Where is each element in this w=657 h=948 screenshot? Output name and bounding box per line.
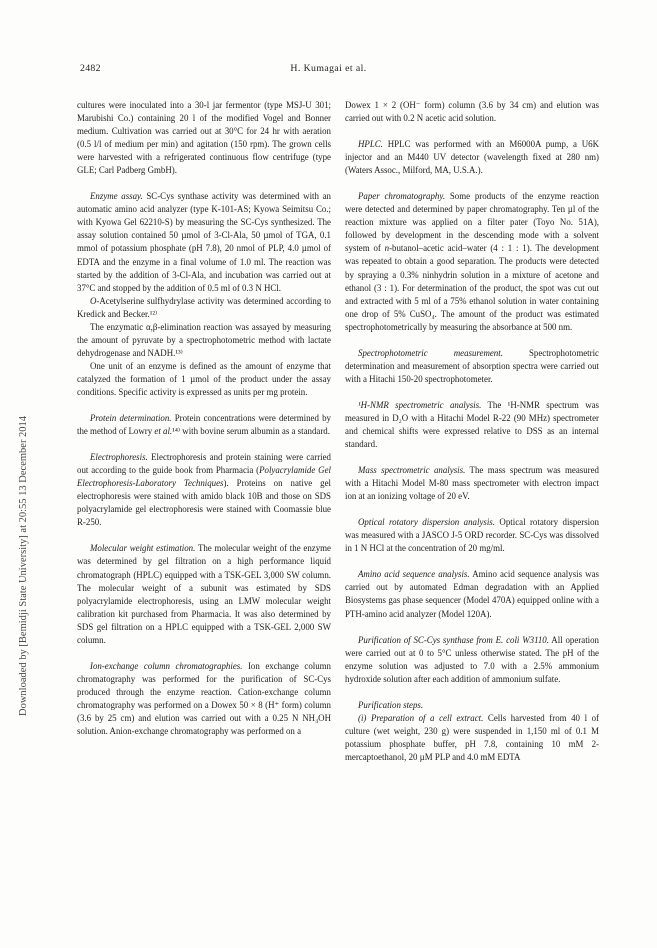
ion-exchange-paragraph: [77, 660, 331, 738]
nmr-paragraph: [345, 399, 599, 451]
right-column: [345, 99, 599, 764]
molecular-weight-paragraph: [77, 542, 331, 646]
paper-chromatography-heading: Paper chromatography.: [358, 191, 446, 202]
ion-exchange-text: Ion exchange column chromatography was performed for the purification of SC-Cys produced through the enzyme reaction. Cation-exchange column chromatography was performed on a Dowex 50 × 8 (H⁺ form) column (3.6 by 25 cm) and elution was carried out with a 0.25 N NH₄OH solution. Anion-exchange chromatography was performed on a: [77, 660, 331, 737]
optical-rotatory-text: Optical rotatory dispersion was measured with a JASCO J-5 ORD recorder. SC-Cys was dissolved in 1 N HCl at the concentration of 20 mg/ml.: [345, 517, 599, 554]
purification-steps-label: Purification steps.: [358, 699, 424, 710]
protein-determination-paragraph: [77, 412, 331, 438]
enzyme-assay-heading: Enzyme assay.: [90, 191, 143, 202]
protein-determination-heading: Protein determination.: [90, 413, 172, 424]
cell-extract-paragraph: [345, 712, 599, 764]
enzyme-assay-text: SC-Cys synthase activity was determined with an automatic amino acid analyzer (type K-101-AS; Kyowa Seimitsu Co.; with Kyowa Gel 62210-S) by measuring the SC-Cys synthesized. The assay solution contained 50 µmol of 3-Cl-Ala, 50 µmol of TGA, 0.1 mmol of potassium phosphate (pH 7.8), 20 nmol of PLP, 4.0 µmol of EDTA and the enzyme in a final volume of 1.0 ml. The reaction was started by the addition of 3-Cl-Ala, and incubation was carried out at 37°C and stopped by the addition of 0.5 ml of 0.3 N HCl.: [77, 191, 331, 293]
molecular-weight-text: The molecular weight of the enzyme was determined by gel filtration on a high performance liquid chromatograph (HPLC) equipped with a TSK-GEL 3,000 SW column. The molecular weight of a subunit was estimated by SDS polyacrylamide electrophoresis, using an LMW molecular weight calibration kit purchased from Pharmacia. It was also determined by SDS gel filtration on a HPLC equipped with a TSK-GEL 2,000 SW column.: [77, 543, 331, 645]
molecular-weight-heading: Molecular weight estimation.: [90, 543, 196, 554]
elimination-paragraph: The enzymatic α,β-elimination reaction was assayed by measuring the amount of pyruvate by a spectrophotometric method with lactate dehydrogenase and NADH.¹³⁾: [77, 321, 331, 358]
n-butanol-prefix: n: [384, 243, 390, 254]
dowex-continuation-paragraph: Dowex 1 × 2 (OH⁻ form) column (3.6 by 34 cm) and elution was carried out with 0.2 N acetic acid solution.: [345, 100, 599, 124]
protein-text-b: ¹⁴⁾ with bovine serum albumin as a standard.: [172, 426, 330, 437]
paper-chromatography-paragraph: [345, 190, 599, 334]
electrophoresis-text-a: Electrophoresis and protein staining were carried out according to the guide book from Pharmacia (: [77, 452, 331, 476]
spectrophotometric-heading: Spectrophotometric measurement.: [358, 347, 503, 358]
mass-spectrometric-text: The mass spectrum was measured with a Hitachi Model M-80 mass spectrometer with electron impact ion at an ionizing voltage of 20 eV.: [345, 465, 599, 502]
paper-chromatography-text-a: Some products of the enzyme reaction were detected and determined by paper chromatography. Ten µl of the reaction mixture was applied on a filter pater (Toyo No. 51A), followed by development in the descending mode with a solvent system of: [345, 191, 599, 254]
left-column: [77, 99, 331, 738]
acetylserine-paragraph: [77, 295, 331, 321]
ion-exchange-heading: Ion-exchange column chromatographies.: [90, 660, 243, 671]
running-head: H. Kumagai et al.: [290, 63, 367, 74]
hplc-text: HPLC was performed with an M6000A pump, a U6K injector and an M440 UV detector (wavelength fixed at 280 nm) (Waters Assoc., Milford, MA, U.S.A.).: [345, 139, 599, 176]
cell-extract-text: Cells harvested from 40 l of culture (wet weight, 230 g) were suspended in 1,150 ml of 0.1 M potassium phosphate buffer, pH 7.8, containing 10 mM 2-mercaptoethanol, 20 µM PLP and 4.0 mM EDTA: [345, 712, 600, 762]
nmr-heading: ¹H-NMR spectrometric analysis.: [358, 399, 482, 410]
mass-spectrometric-heading: Mass spectrometric analysis.: [358, 465, 466, 476]
purification-heading: Purification of SC-Cys synthase from E. coli W3110.: [358, 634, 549, 645]
electrophoresis-heading: Electrophoresis.: [90, 452, 148, 463]
acetylserine-text: -Acetylserine sulfhydrylase activity was determined according to Kredick and Becker.¹²⁾: [77, 295, 331, 319]
page-number: 2482: [80, 63, 101, 74]
nmr-text: The ¹H-NMR spectrum was measured in D₂O with a Hitachi Model R-22 (90 MHz) spectrometer and chemical shifts were expressed relative to DSS as an internal standard.: [345, 399, 600, 450]
et-al: et al.: [154, 426, 173, 437]
purification-text: All operation were carried out at 0 to 5°C unless otherwise stated. The pH of the enzyme solution was adjusted to 7.0 with a 2.5% ammonium hydroxide solution after each addition of ammonium sulfate.: [345, 634, 599, 684]
amino-acid-sequence-paragraph: [345, 568, 599, 620]
spectrophotometric-text: Spectrophotometric determination and measurement of absorption spectra were carried out with a Hitachi 150-20 spectrophotometer.: [345, 347, 599, 384]
electrophoresis-text-b: ). Proteins on native gel electrophoresis were stained with amido black 10B and those on SDS polyacrylamide gel electrophoresis were stained with Coomassie blue R-250.: [77, 478, 331, 528]
mass-spectrometric-paragraph: [345, 464, 599, 503]
guide-book-title: Polyacrylamide Gel Electrophoresis-Laboratory Techniques: [77, 465, 331, 489]
optical-rotatory-paragraph: [345, 516, 599, 555]
download-watermark: Downloaded by [Bemidji State University] at 20:55 13 December 2014: [18, 415, 29, 716]
spectrophotometric-paragraph: [345, 347, 599, 386]
amino-acid-sequence-text: Amino acid sequence analysis was carried out by automated Edman degradation with an Applied Biosystems gas phase sequencer (Model 470A) equipped online with a PTH-amino acid analyzer (Model 120A).: [345, 569, 599, 619]
electrophoresis-paragraph: [77, 451, 331, 529]
unit-definition-paragraph: One unit of an enzyme is defined as the amount of enzyme that catalyzed the formation of 1 µmol of the product under the assay conditions. Specific activity is expressed as units per mg protein.: [77, 360, 331, 397]
amino-acid-sequence-heading: Amino acid sequence analysis.: [358, 569, 470, 580]
purification-steps-heading: [345, 699, 599, 712]
enzyme-assay-paragraph: [77, 190, 331, 294]
optical-rotatory-heading: Optical rotatory dispersion analysis.: [358, 517, 495, 528]
cell-extract-heading: (i) Preparation of a cell extract.: [358, 712, 484, 723]
hplc-paragraph: [345, 138, 599, 177]
cultivation-paragraph: cultures were inoculated into a 30-l jar fermentor (type MSJ-U 301; Marubishi Co.) containing 20 l of the modified Vogel and Bonner medium. Cultivation was carried out at 30°C for 24 hr with aeration (0.5 l/l of medium per min) and agitation (150 rpm). The grown cells were harvested with a refrigerated continuous flow centrifuge (type GLE; Carl Padberg GmbH).: [77, 100, 331, 176]
protein-text-a: Protein concentrations were determined by the method of Lowry: [77, 413, 331, 437]
acetylserine-prefix: O: [90, 295, 97, 306]
hplc-heading: HPLC.: [358, 139, 383, 150]
paper-chromatography-text-b: -butanol–acetic acid–water (4 : 1 : 1). The development was repeated to obtain a good separation. The products were detected by spraying a 0.3% ninhydrin solution in a mixture of acetone and ethanol (3 : 1). For determination of the product, the spot was cut out and extracted with 5 ml of a 75% ethanol solution in water containing one drop of 5% CuSO₄. The amount of the product was estimated spectrophotometrically by measuring the absorbance at 500 nm.: [345, 243, 599, 332]
purification-paragraph: [345, 634, 599, 686]
